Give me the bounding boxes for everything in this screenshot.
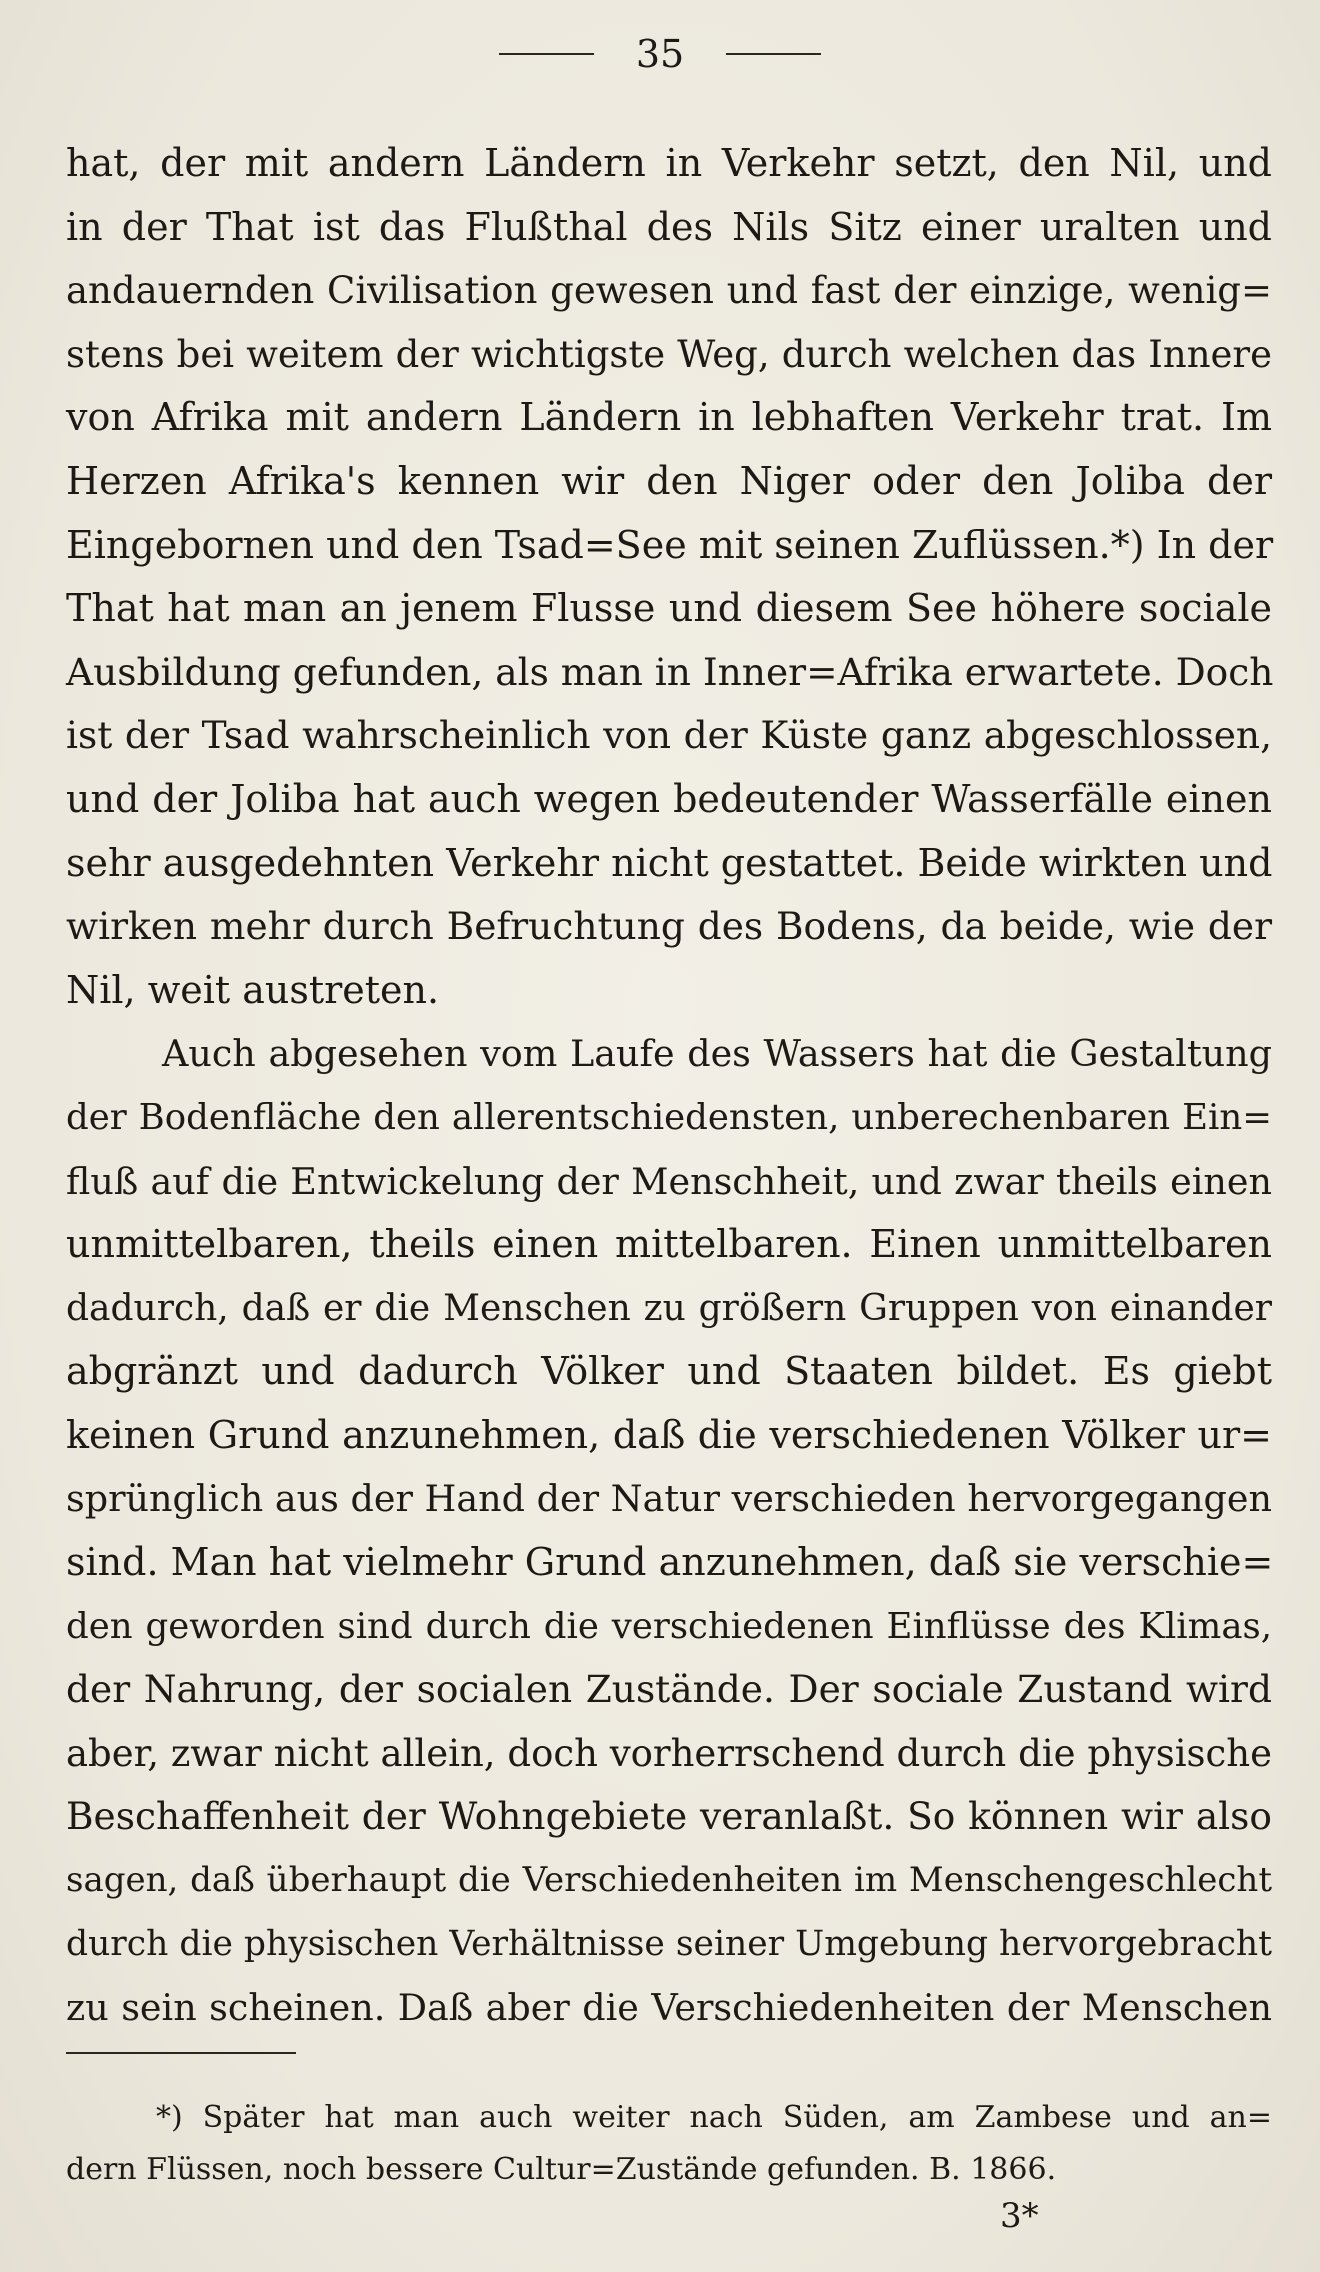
text-line-paragraph-start: Auch abgesehen vom Laufe des Wassers hat die Gestaltung — [162, 1032, 1272, 1076]
body-text — [66, 132, 1272, 2040]
text-line: der Nahrung, der socialen Zustände. Der sociale Zustand wird — [66, 1667, 1272, 1712]
text-line: und der Joliba hat auch wegen bedeutender Wasserfälle einen — [66, 776, 1272, 821]
page-header — [0, 28, 1320, 80]
header-rule-right — [726, 53, 821, 55]
text-line: aber, zwar nicht allein, doch vorherrschend durch die physische — [66, 1731, 1272, 1775]
text-line: That hat man an jenem Flusse und diesem See höhere sociale — [66, 586, 1272, 631]
footnote — [66, 2092, 1272, 2196]
page-number: 35 — [635, 32, 685, 76]
text-line: Eingebornen und den Tsad=See mit seinen Zuflüssen.*) In der — [66, 522, 1274, 567]
text-line: durch die physischen Verhältnisse seiner Umgebung hervorgebracht — [66, 1923, 1272, 1964]
header-rule-left — [499, 53, 594, 55]
text-line-paragraph-end: Nil, weit austreten. — [66, 967, 440, 1012]
text-line: sprünglich aus der Hand der Natur verschieden hervorgegangen — [66, 1477, 1272, 1521]
text-line: Beschaffenheit der Wohngebiete veranlaßt. So können wir also — [66, 1794, 1272, 1839]
text-line: fluß auf die Entwickelung der Menschheit, und zwar theils einen — [66, 1159, 1272, 1203]
footnote-line: *) Später hat man auch weiter nach Süden, am Zambese und an= — [156, 2100, 1272, 2135]
text-line: sind. Man hat vielmehr Grund anzunehmen, daß sie verschie= — [66, 1540, 1274, 1585]
text-line: abgränzt und dadurch Völker und Staaten bildet. Es giebt — [66, 1349, 1272, 1394]
footnote-separator — [66, 2052, 296, 2054]
text-line: in der That ist das Flußthal des Nils Sitz einer uralten und — [66, 204, 1272, 249]
text-line: sagen, daß überhaupt die Verschiedenheiten im Menschengeschlecht — [66, 1860, 1272, 1901]
text-line: sehr ausgedehnten Verkehr nicht gestattet. Beide wirkten und — [66, 840, 1273, 885]
text-line: wirken mehr durch Befruchtung des Bodens, da beide, wie der — [66, 904, 1272, 949]
text-line: hat, der mit andern Ländern in Verkehr setzt, den Nil, und — [66, 141, 1272, 185]
text-line: Ausbildung gefunden, als man in Inner=Afrika erwartete. Doch — [66, 649, 1274, 694]
text-line: Herzen Afrika's kennen wir den Niger oder den Joliba der — [66, 458, 1272, 503]
text-line: den geworden sind durch die verschiedenen Einflüsse des Klimas, — [66, 1605, 1272, 1647]
text-line: zu sein scheinen. Daß aber die Verschiedenheiten der Menschen — [66, 1986, 1272, 2030]
text-line: andauernden Civilisation gewesen und fast der einzige, wenig= — [66, 269, 1272, 313]
text-line: keinen Grund anzunehmen, daß die verschiedenen Völker ur= — [66, 1412, 1272, 1457]
text-line: dadurch, daß er die Menschen zu größern Gruppen von einander — [66, 1287, 1272, 1329]
signature-mark: 3* — [1000, 2196, 1039, 2236]
text-line: stens bei weitem der wichtigste Weg, durch welchen das Innere — [66, 332, 1272, 376]
text-line: ist der Tsad wahrscheinlich von der Küste ganz abgeschlossen, — [66, 713, 1272, 758]
text-line: der Bodenfläche den allerentschiedensten, unberechenbaren Ein= — [66, 1096, 1272, 1138]
text-line: unmittelbaren, theils einen mittelbaren. Einen unmittelbaren — [66, 1222, 1272, 1267]
text-line: von Afrika mit andern Ländern in lebhaften Verkehr trat. Im — [66, 395, 1272, 440]
footnote-line: dern Flüssen, noch bessere Cultur=Zustände gefunden. B. 1866. — [66, 2152, 1057, 2187]
